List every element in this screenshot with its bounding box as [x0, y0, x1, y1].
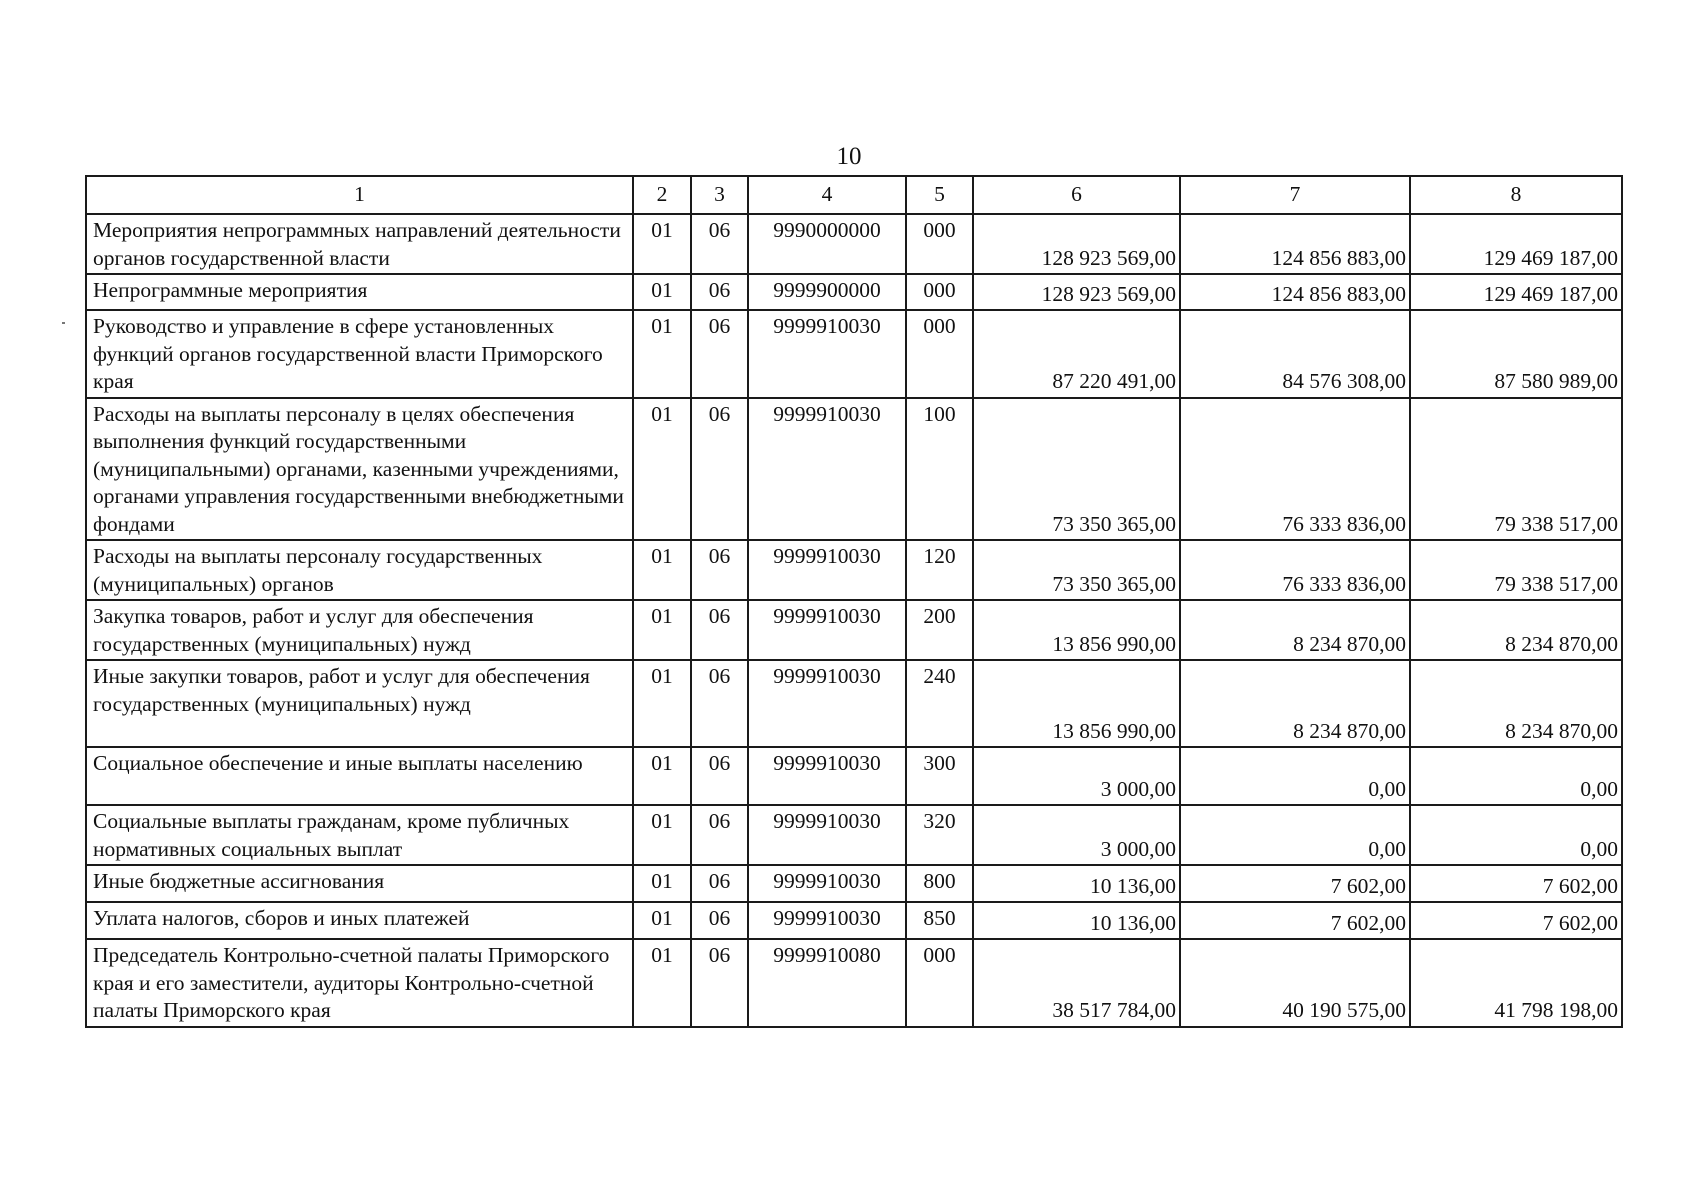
- row-amount-col8: 7 602,00: [1410, 865, 1622, 902]
- row-expense-type: 000: [906, 274, 973, 310]
- row-amount-col6: 3 000,00: [973, 747, 1180, 805]
- row-section: 01: [633, 274, 691, 310]
- row-subsection: 06: [691, 660, 748, 747]
- row-amount-col8: 79 338 517,00: [1410, 398, 1622, 541]
- row-amount-col7: 8 234 870,00: [1180, 660, 1410, 747]
- row-name: Расходы на выплаты персоналу в целях обеспечения выполнения функций государственными (муниципальными) органами, казенными учреждениями, органами управления государственными внебюджетными фондами: [86, 398, 633, 541]
- row-amount-col8: 7 602,00: [1410, 902, 1622, 939]
- row-subsection: 06: [691, 398, 748, 541]
- header-col-3: 3: [691, 176, 748, 214]
- row-subsection: 06: [691, 600, 748, 660]
- table-row: [86, 865, 1622, 902]
- scan-speck: [62, 322, 65, 324]
- row-expense-type: 850: [906, 902, 973, 939]
- row-amount-col6: 10 136,00: [973, 902, 1180, 939]
- row-name: Иные бюджетные ассигнования: [86, 865, 633, 902]
- budget-table: [85, 175, 1623, 1028]
- row-section: 01: [633, 398, 691, 541]
- row-section: 01: [633, 805, 691, 865]
- row-expense-type: 800: [906, 865, 973, 902]
- row-subsection: 06: [691, 274, 748, 310]
- row-name: Социальные выплаты гражданам, кроме публичных нормативных социальных выплат: [86, 805, 633, 865]
- table-header: [86, 176, 1622, 214]
- row-amount-col8: 41 798 198,00: [1410, 939, 1622, 1027]
- header-col-4: 4: [748, 176, 906, 214]
- table-body: [86, 214, 1622, 1027]
- row-amount-col7: 7 602,00: [1180, 865, 1410, 902]
- header-col-6: 6: [973, 176, 1180, 214]
- table-row: [86, 310, 1622, 398]
- row-section: 01: [633, 747, 691, 805]
- row-amount-col7: 7 602,00: [1180, 902, 1410, 939]
- row-amount-col7: 8 234 870,00: [1180, 600, 1410, 660]
- row-section: 01: [633, 540, 691, 600]
- row-section: 01: [633, 865, 691, 902]
- row-name: Иные закупки товаров, работ и услуг для обеспечения государственных (муниципальных) нужд: [86, 660, 633, 747]
- row-subsection: 06: [691, 902, 748, 939]
- row-name: Непрограммные мероприятия: [86, 274, 633, 310]
- table-row: [86, 902, 1622, 939]
- row-amount-col8: 79 338 517,00: [1410, 540, 1622, 600]
- row-amount-col8: 87 580 989,00: [1410, 310, 1622, 398]
- row-expense-type: 000: [906, 939, 973, 1027]
- row-amount-col6: 128 923 569,00: [973, 214, 1180, 274]
- row-amount-col6: 3 000,00: [973, 805, 1180, 865]
- row-amount-col8: 0,00: [1410, 805, 1622, 865]
- row-amount-col8: 129 469 187,00: [1410, 274, 1622, 310]
- header-col-2: 2: [633, 176, 691, 214]
- header-col-8: 8: [1410, 176, 1622, 214]
- row-amount-col6: 10 136,00: [973, 865, 1180, 902]
- row-target-article: 9990000000: [748, 214, 906, 274]
- row-expense-type: 000: [906, 214, 973, 274]
- row-name: Социальное обеспечение и иные выплаты населению: [86, 747, 633, 805]
- table-row: [86, 805, 1622, 865]
- row-name: Закупка товаров, работ и услуг для обеспечения государственных (муниципальных) нужд: [86, 600, 633, 660]
- table-row: [86, 600, 1622, 660]
- row-target-article: 9999910030: [748, 540, 906, 600]
- row-subsection: 06: [691, 865, 748, 902]
- row-amount-col6: 87 220 491,00: [973, 310, 1180, 398]
- row-subsection: 06: [691, 540, 748, 600]
- row-section: 01: [633, 902, 691, 939]
- row-amount-col7: 84 576 308,00: [1180, 310, 1410, 398]
- row-subsection: 06: [691, 939, 748, 1027]
- row-amount-col7: 124 856 883,00: [1180, 214, 1410, 274]
- row-subsection: 06: [691, 805, 748, 865]
- header-row: [86, 176, 1622, 214]
- row-amount-col6: 13 856 990,00: [973, 600, 1180, 660]
- row-name: Председатель Контрольно-счетной палаты Приморского края и его заместители, аудиторы Контрольно-счетной палаты Приморского края: [86, 939, 633, 1027]
- row-name: Уплата налогов, сборов и иных платежей: [86, 902, 633, 939]
- row-amount-col7: 0,00: [1180, 747, 1410, 805]
- row-target-article: 9999910030: [748, 747, 906, 805]
- row-expense-type: 200: [906, 600, 973, 660]
- row-section: 01: [633, 600, 691, 660]
- header-col-1: 1: [86, 176, 633, 214]
- row-expense-type: 100: [906, 398, 973, 541]
- header-col-5: 5: [906, 176, 973, 214]
- row-amount-col8: 8 234 870,00: [1410, 600, 1622, 660]
- row-amount-col8: 8 234 870,00: [1410, 660, 1622, 747]
- row-expense-type: 300: [906, 747, 973, 805]
- table-row: [86, 274, 1622, 310]
- row-section: 01: [633, 310, 691, 398]
- row-amount-col6: 128 923 569,00: [973, 274, 1180, 310]
- row-target-article: 9999910030: [748, 805, 906, 865]
- row-amount-col7: 124 856 883,00: [1180, 274, 1410, 310]
- row-amount-col8: 0,00: [1410, 747, 1622, 805]
- table-row: [86, 660, 1622, 747]
- row-section: 01: [633, 214, 691, 274]
- row-amount-col7: 76 333 836,00: [1180, 540, 1410, 600]
- row-name: Расходы на выплаты персоналу государственных (муниципальных) органов: [86, 540, 633, 600]
- row-target-article: 9999900000: [748, 274, 906, 310]
- table-row: [86, 747, 1622, 805]
- row-target-article: 9999910030: [748, 902, 906, 939]
- row-target-article: 9999910030: [748, 660, 906, 747]
- row-target-article: 9999910030: [748, 398, 906, 541]
- table-row: [86, 398, 1622, 541]
- page-number: 10: [836, 143, 862, 170]
- row-target-article: 9999910080: [748, 939, 906, 1027]
- row-amount-col6: 73 350 365,00: [973, 540, 1180, 600]
- header-col-7: 7: [1180, 176, 1410, 214]
- row-amount-col6: 13 856 990,00: [973, 660, 1180, 747]
- row-amount-col7: 76 333 836,00: [1180, 398, 1410, 541]
- row-expense-type: 240: [906, 660, 973, 747]
- table-row: [86, 214, 1622, 274]
- row-amount-col7: 0,00: [1180, 805, 1410, 865]
- row-target-article: 9999910030: [748, 600, 906, 660]
- row-subsection: 06: [691, 747, 748, 805]
- row-target-article: 9999910030: [748, 310, 906, 398]
- row-expense-type: 120: [906, 540, 973, 600]
- row-amount-col6: 38 517 784,00: [973, 939, 1180, 1027]
- row-subsection: 06: [691, 310, 748, 398]
- row-amount-col8: 129 469 187,00: [1410, 214, 1622, 274]
- row-expense-type: 000: [906, 310, 973, 398]
- table-row: [86, 540, 1622, 600]
- row-section: 01: [633, 660, 691, 747]
- row-name: Руководство и управление в сфере установленных функций органов государственной власти Приморского края: [86, 310, 633, 398]
- row-subsection: 06: [691, 214, 748, 274]
- row-expense-type: 320: [906, 805, 973, 865]
- row-name: Мероприятия непрограммных направлений деятельности органов государственной власти: [86, 214, 633, 274]
- row-amount-col6: 73 350 365,00: [973, 398, 1180, 541]
- row-section: 01: [633, 939, 691, 1027]
- row-target-article: 9999910030: [748, 865, 906, 902]
- row-amount-col7: 40 190 575,00: [1180, 939, 1410, 1027]
- table-row: [86, 939, 1622, 1027]
